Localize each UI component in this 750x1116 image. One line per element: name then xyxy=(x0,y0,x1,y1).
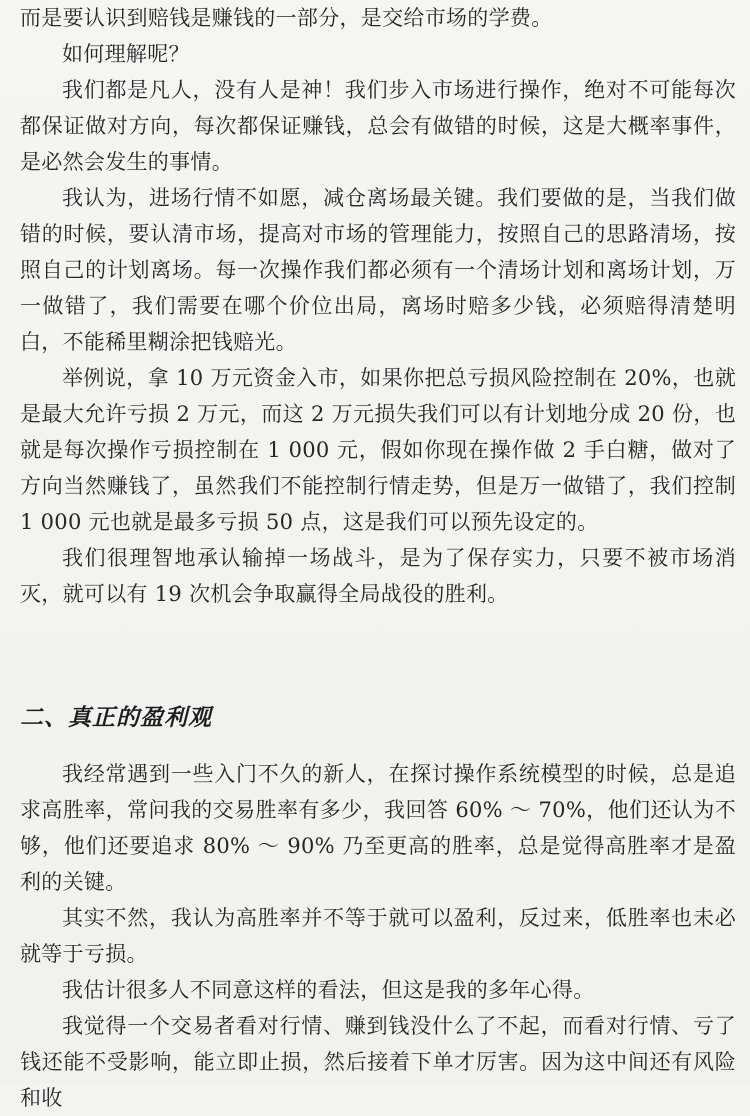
paragraph: 我觉得一个交易者看对行情、赚到钱没什么了不起，而看对行情、亏了钱还能不受影响，能立即止损，然后接着下单才厉害。因为这中间还有风险和收 xyxy=(20,1014,736,1110)
paragraph: 我认为，进场行情不如愿，减仓离场最关键。我们要做的是，当我们做错的时候，要认清市场，提高对市场的管理能力，按照自己的思路清场，按照自己的计划离场。每一次操作我们都必须有一个清场计划和离场计划，万一做错了，我们需要在哪个价位出局，离场时赔多少钱，必须赔得清楚明白，不能稀里糊涂把钱赔光。 xyxy=(20,186,736,354)
paragraph: 我们很理智地承认输掉一场战斗，是为了保存实力，只要不被市场消灭，就可以有 19 次机会争取赢得全局战役的胜利。 xyxy=(20,546,736,606)
section-heading: 二、真正的盈利观 xyxy=(20,705,212,731)
paragraph: 而是要认识到赔钱是赚钱的一部分，是交给市场的学费。 xyxy=(20,6,553,30)
paragraph: 我经常遇到一些入门不久的新人，在探讨操作系统模型的时候，总是追求高胜率，常问我的交易胜率有多少，我回答 60% ～ 70%，他们还认为不够，他们还要追求 80% ～ 90% 乃至更高的胜率，总是觉得高胜率才是盈利的关键。 xyxy=(20,762,736,894)
paragraph: 如何理解呢？ xyxy=(62,42,190,66)
body-text-block-2 xyxy=(20,756,736,1116)
paragraph: 我估计很多人不同意这样的看法，但这是我的多年心得。 xyxy=(62,978,595,1002)
paragraph: 举例说，拿 10 万元资金入市，如果你把总亏损风险控制在 20%，也就是最大允许亏损 2 万元，而这 2 万元损失我们可以有计划地分成 20 份，也就是每次操作亏损控制在 1 000 元，假如你现在操作做 2 手白糖，做对了方向当然赚钱了，虽然我们不能控制行情走势，但是万一做错了，我们控制 1 000 元也就是最多亏损 50 点，这是我们可以预先设定的。 xyxy=(20,366,736,534)
paragraph: 其实不然，我认为高胜率并不等于就可以盈利，反过来，低胜率也未必就等于亏损。 xyxy=(20,906,736,966)
paragraph: 我们都是凡人，没有人是神！我们步入市场进行操作，绝对不可能每次都保证做对方向，每次都保证赚钱，总会有做错的时候，这是大概率事件，是必然会发生的事情。 xyxy=(20,78,736,174)
body-text-block-1 xyxy=(20,0,736,612)
